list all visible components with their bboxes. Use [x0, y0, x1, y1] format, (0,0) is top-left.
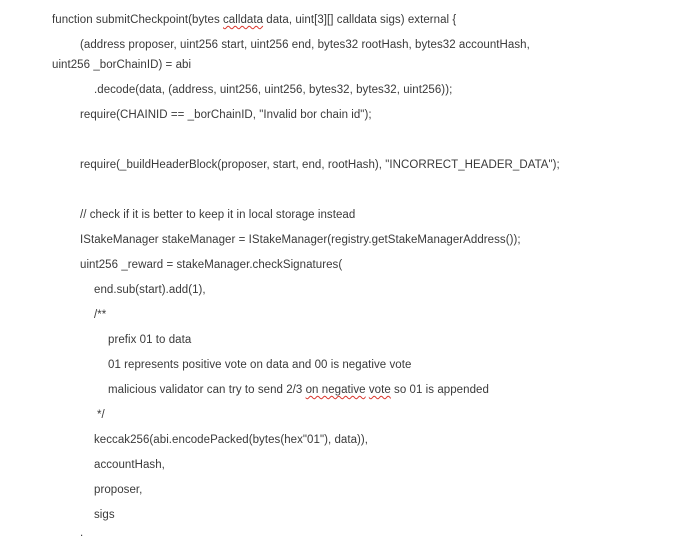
code-text: malicious validator can try to send 2/3: [108, 384, 306, 396]
code-comment-line: 01 represents positive vote on data and 00 is negative vote: [108, 359, 412, 371]
code-line-6: require(_buildHeaderBlock(proposer, start, end, rootHash), "INCORRECT_HEADER_DATA");: [80, 159, 560, 171]
code-line-2: (address proposer, uint256 start, uint256 end, bytes32 rootHash, bytes32 accountHash,: [80, 39, 530, 51]
code-line-10: end.sub(start).add(1),: [94, 284, 206, 296]
code-text: so 01 is appended: [390, 384, 489, 396]
code-text: data, uint[3][] calldata sigs) external {: [263, 14, 457, 26]
code-line-8: IStakeManager stakeManager = IStakeManager(registry.getStakeManagerAddress());: [80, 234, 521, 246]
spellcheck-underlined-word: vote: [368, 384, 391, 396]
spellcheck-underlined-phrase: on negative: [305, 384, 366, 396]
code-line-17: accountHash,: [94, 459, 165, 471]
code-line-19: sigs: [94, 509, 115, 521]
code-line-20: .: [80, 527, 84, 539]
code-comment-open: /**: [94, 309, 107, 321]
code-line-3: uint256 _borChainID) = abi: [52, 59, 192, 71]
code-line-9: uint256 _reward = stakeManager.checkSignatures(: [80, 259, 343, 271]
code-comment-line: // check if it is better to keep it in local storage instead: [80, 209, 356, 221]
code-comment-line: [108, 383, 489, 397]
spellcheck-underlined-word: calldata: [223, 14, 264, 26]
code-line-18: proposer,: [94, 484, 143, 496]
code-text: function submitCheckpoint(bytes: [52, 14, 223, 26]
code-comment-close: */: [97, 409, 105, 421]
code-line-16: keccak256(abi.encodePacked(bytes(hex"01"), data)),: [94, 434, 369, 446]
code-comment-line: prefix 01 to data: [108, 334, 192, 346]
code-line-4: .decode(data, (address, uint256, uint256, bytes32, bytes32, uint256));: [94, 84, 453, 96]
code-line-5: require(CHAINID == _borChainID, "Invalid bor chain id");: [80, 109, 372, 121]
code-line-1: [52, 13, 456, 27]
